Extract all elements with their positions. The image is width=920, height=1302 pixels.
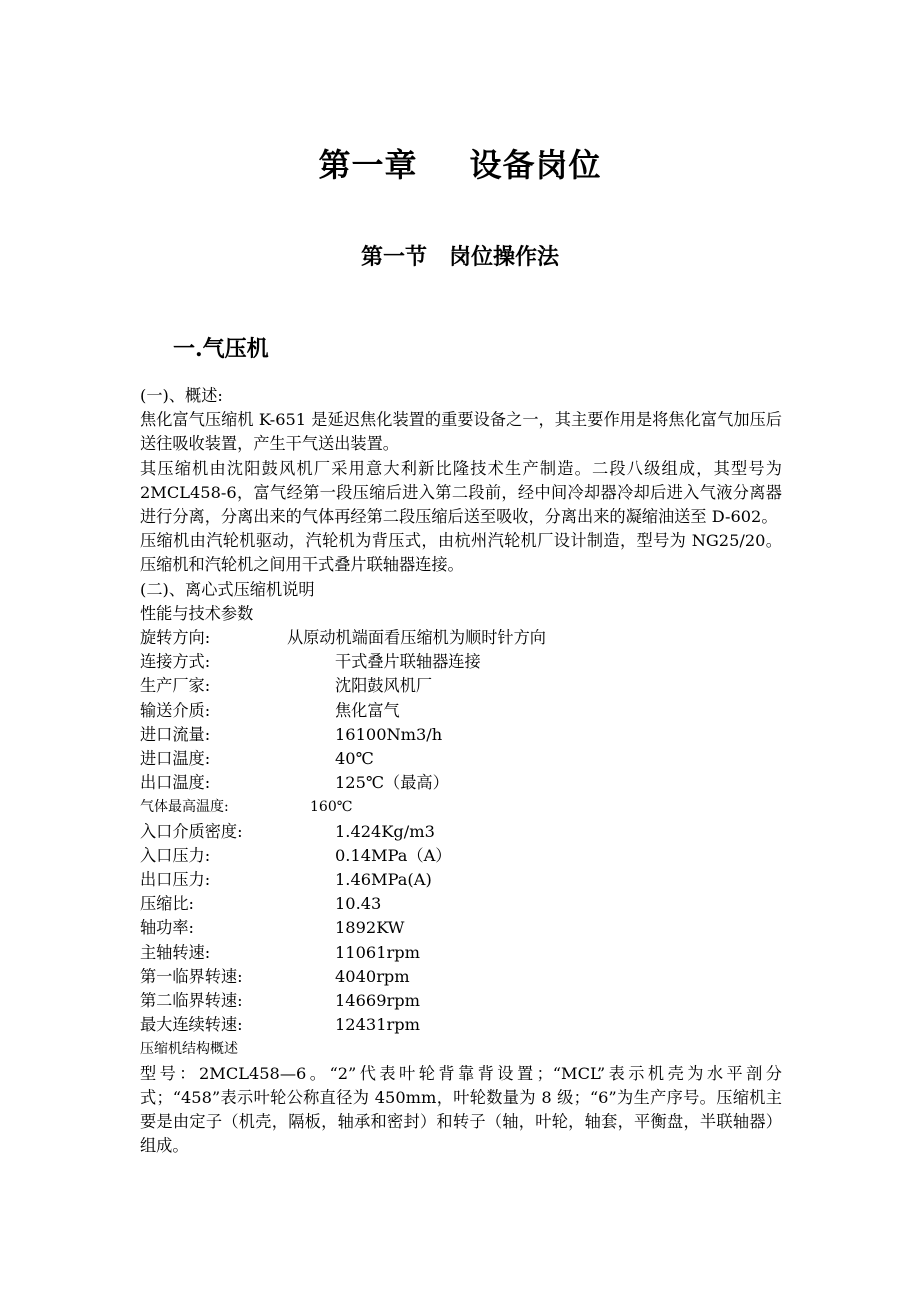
structure-paragraph: 型号：2MCL458—6。“2”代表叶轮背靠背设置；“MCL”表示机壳为水平剖分式；“458”表示叶轮公称直径为 450mm，叶轮数量为 8 级；“6”为生产序号。压缩机主要是由定子（机壳，隔板，轴承和密封）和转子（轴，叶轮，轴套，平衡盘，半联轴器）组成。 — [140, 1063, 782, 1156]
param-value: 12431rpm — [335, 1015, 420, 1035]
param-label: 气体最高温度: — [140, 799, 229, 816]
param-row — [140, 892, 782, 916]
param-row — [140, 916, 782, 940]
param-value: 16100Nm3/h — [335, 724, 443, 744]
param-label: 生产厂家: — [140, 676, 211, 696]
param-value: 1.424Kg/m3 — [335, 821, 435, 841]
param-row — [140, 989, 782, 1013]
param-label: 轴功率: — [140, 918, 195, 938]
param-label: 压缩比: — [140, 894, 195, 914]
param-value: 4040rpm — [335, 966, 410, 986]
param-label: 旋转方向: — [140, 628, 211, 648]
params-heading: 性能与技术参数 — [140, 603, 254, 623]
param-label: 最大连续转速: — [140, 1015, 243, 1035]
param-label: 入口压力: — [140, 845, 211, 865]
param-row — [140, 771, 782, 795]
param-row — [140, 674, 782, 698]
param-row — [140, 795, 782, 819]
chapter-name: 设备岗位 — [469, 146, 602, 184]
document-body — [140, 384, 782, 1159]
centrifugal-heading: (二)、离心式压缩机说明 — [140, 579, 315, 599]
param-value: 14669rpm — [335, 991, 420, 1011]
param-label: 第一临界转速: — [140, 966, 243, 986]
param-row — [140, 965, 782, 989]
param-value: 1.46MPa(A) — [335, 870, 432, 890]
param-value: 10.43 — [335, 894, 382, 914]
param-row — [140, 626, 782, 650]
param-label: 进口流量: — [140, 724, 211, 744]
chapter-number: 第一章 — [318, 146, 418, 184]
overview-paragraph-2: 其压缩机由沈阳鼓风机厂采用意大利新比隆技术生产制造。二段八级组成，其型号为 2MCL458-6，富气经第一段压缩后进入第二段前，经中间冷却器冷却后进入气液分离器进行分离，分离出来的气体再经第二段压缩后送至吸收，分离出来的凝缩油送至 D-602。 — [140, 458, 782, 527]
param-row — [140, 820, 782, 844]
param-row — [140, 941, 782, 965]
subsection-title: 一.气压机 — [173, 336, 269, 362]
param-row — [140, 747, 782, 771]
param-value: 从原动机端面看压缩机为顺时针方向 — [287, 628, 546, 648]
chapter-title — [0, 140, 920, 186]
param-value: 11061rpm — [335, 942, 420, 962]
param-label: 连接方式: — [140, 652, 211, 672]
param-row — [140, 699, 782, 723]
param-value: 40℃ — [335, 749, 374, 769]
section-name: 岗位操作法 — [449, 244, 560, 270]
param-row — [140, 844, 782, 868]
param-value: 焦化富气 — [335, 700, 400, 720]
structure-heading: 压缩机结构概述 — [140, 1041, 238, 1058]
param-row — [140, 868, 782, 892]
param-value: 0.14MPa（A） — [335, 845, 452, 865]
param-label: 出口温度: — [140, 773, 211, 793]
overview-paragraph-1: 焦化富气压缩机 K-651 是延迟焦化装置的重要设备之一，其主要作用是将焦化富气加压后送往吸收装置，产生干气送出装置。 — [140, 410, 782, 454]
param-label: 主轴转速: — [140, 942, 211, 962]
section-number: 第一节 — [360, 244, 427, 270]
param-label: 输送介质: — [140, 700, 211, 720]
overview-heading: (一)、概述: — [140, 386, 223, 405]
param-row — [140, 650, 782, 674]
param-label: 入口介质密度: — [140, 821, 243, 841]
param-label: 进口温度: — [140, 749, 211, 769]
param-value: 沈阳鼓风机厂 — [335, 676, 433, 696]
param-value: 125℃（最高） — [335, 773, 449, 793]
overview-paragraph-3: 压缩机由汽轮机驱动，汽轮机为背压式，由杭州汽轮机厂设计制造，型号为 NG25/20。压缩机和汽轮机之间用干式叠片联轴器连接。 — [140, 531, 782, 575]
param-value: 1892KW — [335, 918, 405, 938]
param-label: 第二临界转速: — [140, 991, 243, 1011]
param-row — [140, 1013, 782, 1037]
param-row — [140, 723, 782, 747]
section-title — [0, 240, 920, 271]
param-label: 出口压力: — [140, 870, 211, 890]
param-value: 160℃ — [310, 799, 353, 816]
param-value: 干式叠片联轴器连接 — [335, 652, 481, 672]
